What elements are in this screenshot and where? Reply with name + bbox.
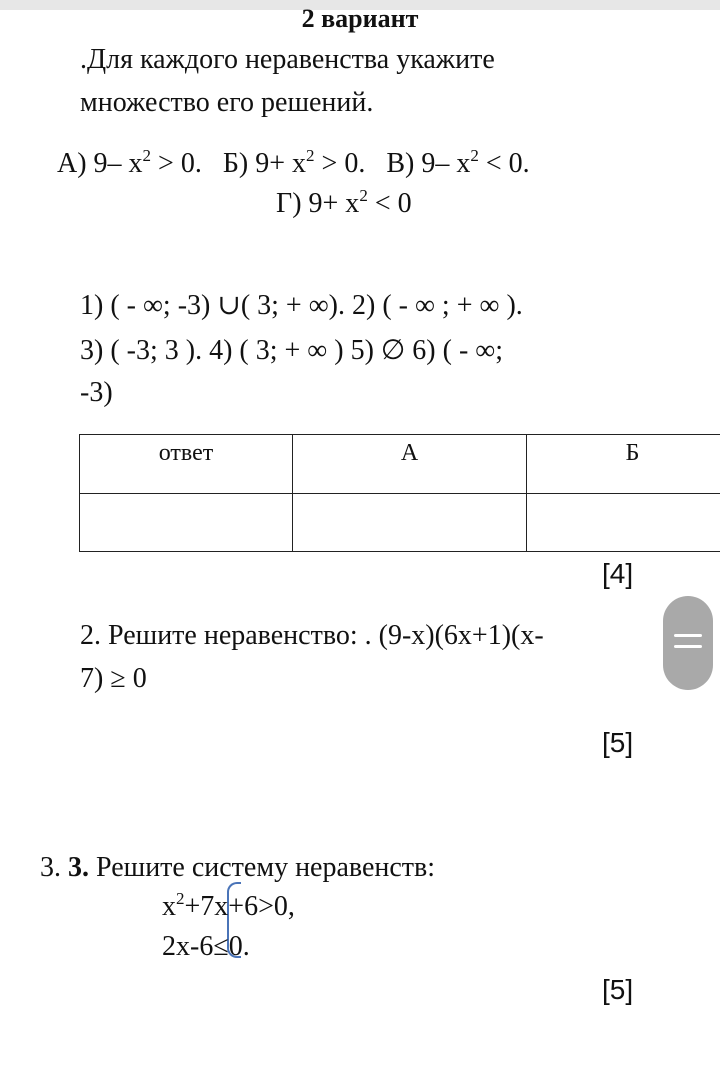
table-header-a: А (293, 435, 527, 494)
task1-instruction-line1: .Для каждого неравенства укажите (80, 44, 495, 75)
table-header-b: Б (527, 435, 720, 494)
options-line3: -3) (80, 377, 113, 408)
inequalities-row (57, 145, 530, 183)
inequality-b: Б) $9+ x^2 > 0$. (222, 146, 366, 179)
task2-line2: 7) ≥ 0 (80, 663, 147, 694)
task2-points: [5] (602, 727, 634, 758)
task3-points: [5] (602, 974, 634, 1005)
options-line2: 3) ( -3; 3 ). 4) ( 3; + ∞ ) 5) ∅ 6) ( - ∞; (80, 335, 504, 366)
options-line1: 1) ( - ∞; -3) ∪( 3; + ∞). 2) ( - ∞ ; + ∞ ). (80, 290, 523, 321)
variant-title: 2 вариант (301, 4, 419, 33)
inequality-v: В) 9– $x^2 < 0$. (386, 146, 530, 179)
scroll-handle[interactable] (663, 596, 713, 690)
inequality-a: А) 9– $x^2 > 0$. (57, 146, 202, 179)
task1-instruction-line2: множество его решений. (80, 87, 374, 118)
drag-handle-icon (674, 634, 702, 637)
inequality-g: Г) $9+ x^2 < 0$ (276, 186, 412, 219)
task1-points: [4] (602, 558, 634, 589)
task3-equation-1: $x^2+7x+6>0$, (162, 889, 295, 922)
table-cell-a[interactable] (293, 494, 527, 552)
table-cell-answer[interactable] (80, 494, 293, 552)
table-cell-b[interactable] (527, 494, 720, 552)
answer-table (79, 434, 720, 552)
drag-handle-icon-line (674, 645, 702, 648)
table-header-answer: ответ (80, 435, 293, 494)
task3-title: 3. 3. Решите систему неравенств: (40, 852, 436, 883)
task3-equation-2: 2x-6≤0. (162, 931, 250, 962)
task2-line1: 2. Решите неравенство: . (9-x)(6x+1)(x- (80, 620, 544, 651)
